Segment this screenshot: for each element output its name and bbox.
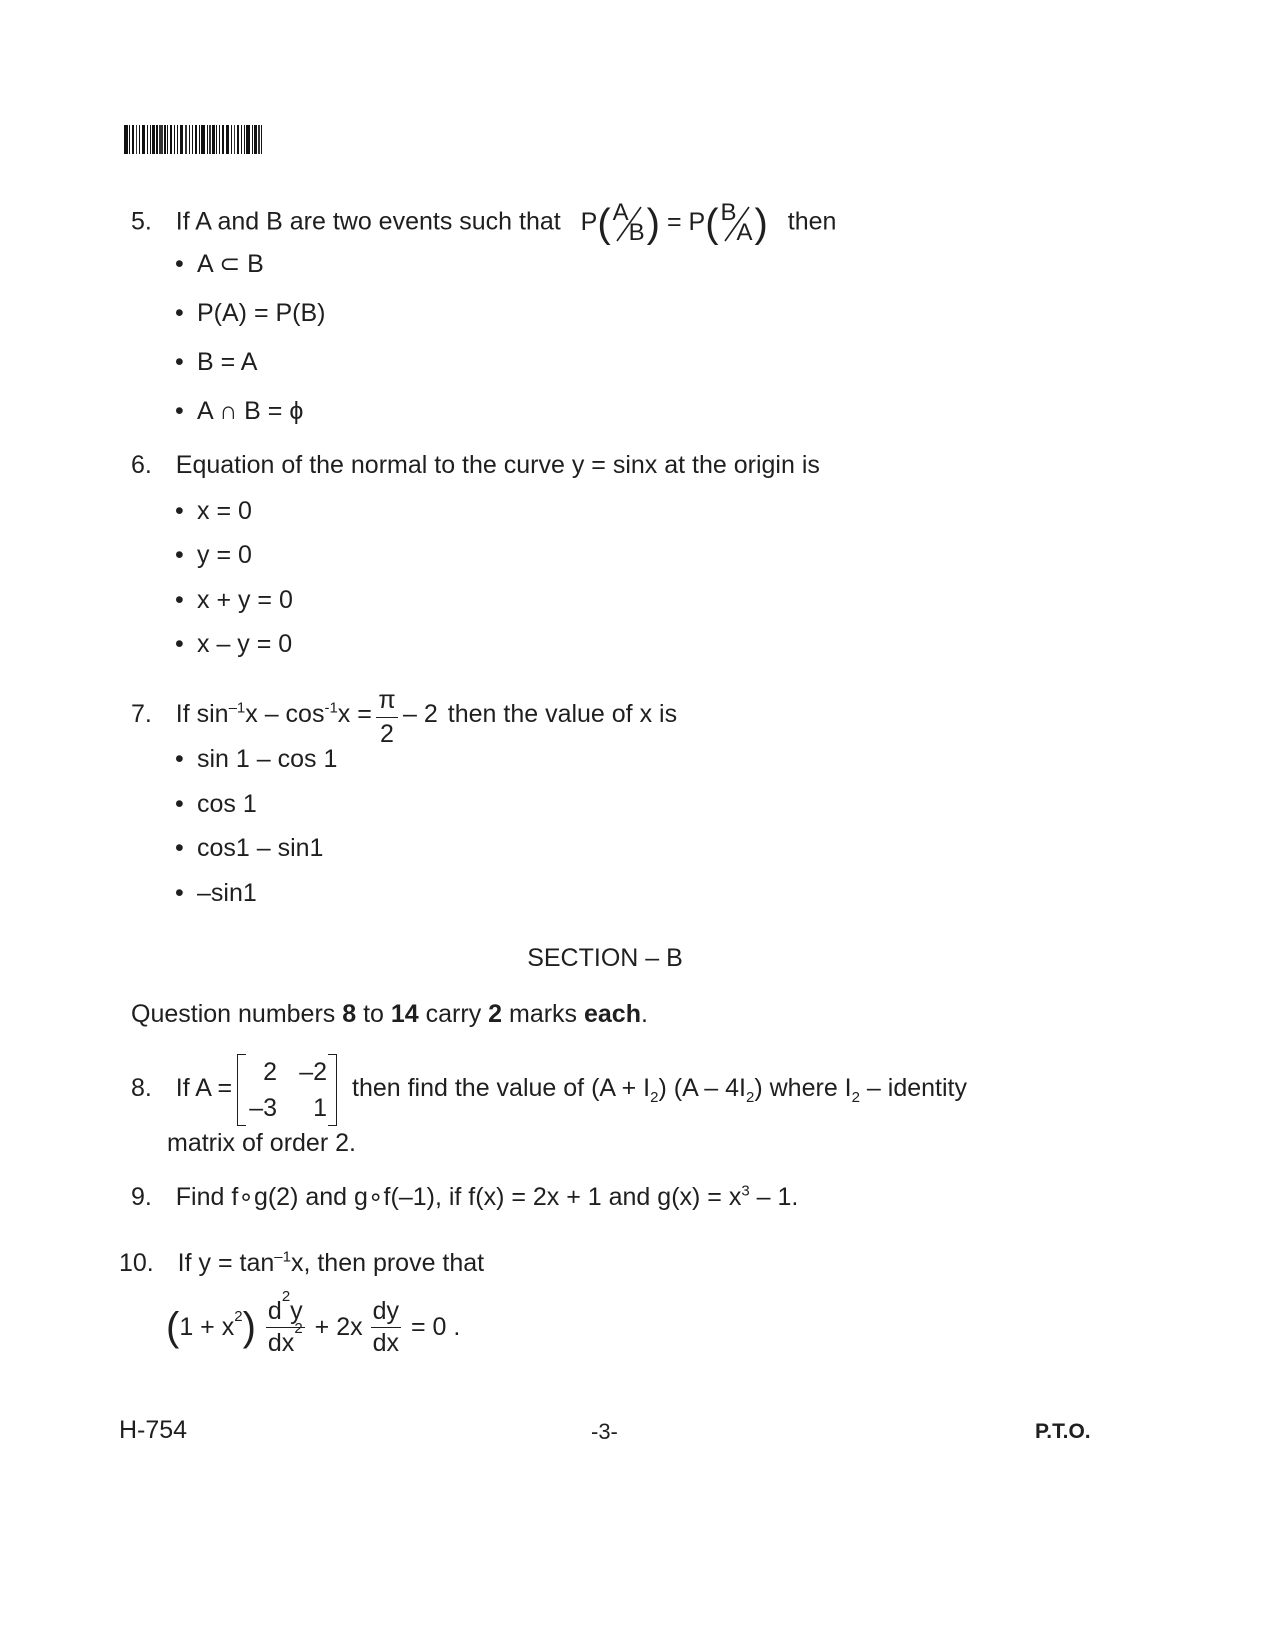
conditional-fraction: B A <box>720 199 753 246</box>
barcode-bar <box>142 125 146 154</box>
pi-over-2-fraction: π 2 <box>376 688 398 747</box>
probability-expression: P( A B ) = P( B A ) <box>580 199 768 246</box>
question-8-text: then find the value of $(A + I_2)$ $(A - 4I_2)$ where $I_2$ – identity <box>352 1074 967 1106</box>
section-title: SECTION – B <box>527 944 683 972</box>
barcode-bar <box>170 125 172 154</box>
page-number: -3- <box>591 1419 618 1444</box>
barcode-bar <box>139 125 140 154</box>
barcode-bar <box>152 125 154 154</box>
question-9: 9. Find f∘g(2) and g∘f(–1), if f(x) = 2x + 1 and $g(x) = x^3 - 1$. <box>131 1182 799 1211</box>
barcode-bar <box>244 125 245 154</box>
question-5: 5. If A and B are two events such that P( A B ) = P( B A ) then <box>131 199 837 246</box>
barcode-bar <box>207 125 208 154</box>
barcode-bar <box>189 125 190 154</box>
barcode-bar <box>164 125 165 154</box>
barcode-bar <box>231 125 232 154</box>
question-number: 8. <box>131 1074 152 1102</box>
option: • sin 1 – cos 1 <box>175 745 338 773</box>
conditional-fraction: A B <box>612 199 645 246</box>
option: • x = 0 <box>175 497 252 525</box>
barcode-bar <box>124 125 128 154</box>
barcode-bar <box>136 125 137 154</box>
barcode-bar <box>219 125 220 154</box>
barcode-bar <box>234 125 235 154</box>
barcode-bar <box>174 125 175 154</box>
option: • cos1 – sin1 <box>175 834 324 862</box>
option: • x – y = 0 <box>175 630 293 658</box>
option: • x + y = 0 <box>175 586 293 614</box>
question-10: 10. If $y = \tan^{-1}x$, then prove that <box>119 1248 485 1277</box>
barcode-bar <box>209 125 210 154</box>
question-8-line2: matrix of order 2. <box>167 1129 356 1157</box>
barcode-bar <box>261 125 262 154</box>
barcode-bar <box>222 125 224 154</box>
barcode-bar <box>216 125 217 154</box>
option: • A ∩ B = ϕ <box>175 397 304 425</box>
pto-note: P.T.O. <box>1035 1420 1091 1443</box>
differential-equation: ( 1 + x $^2$ ) $\frac{d^2y}{dx^2}$ + 2x $\frac{dy}{dx}$ = 0 . <box>166 1288 461 1357</box>
question-6 <box>131 453 820 478</box>
barcode-bar <box>132 125 134 154</box>
barcode-bar <box>167 125 168 154</box>
barcode-bar <box>252 125 253 154</box>
option: • A ⊂ B <box>175 250 264 278</box>
option: • cos 1 <box>175 790 257 818</box>
barcode-bar <box>246 125 250 154</box>
question-7-tail: – 2 then the value of x is <box>403 700 678 728</box>
section-instruction: Question numbers 8 to 14 carry 2 marks each. <box>131 1000 648 1028</box>
option: • B = A <box>175 348 258 376</box>
barcode-bar <box>159 125 163 154</box>
barcode-bar <box>185 125 187 154</box>
barcode-bar <box>237 125 239 154</box>
matrix-a: 2 –2 –3 1 <box>237 1054 337 1126</box>
barcode-bar <box>129 125 130 154</box>
barcode-bar <box>177 125 178 154</box>
question-number: 6. <box>131 451 152 479</box>
paper-code: H-754 <box>119 1416 188 1444</box>
barcode-bar <box>212 125 214 154</box>
barcode-bar <box>147 125 148 154</box>
barcode-bar <box>226 125 230 154</box>
barcode <box>124 125 264 154</box>
barcode-bar <box>195 125 197 154</box>
barcode-bar <box>150 125 151 154</box>
question-text: If A and B are two events such that <box>175 207 561 236</box>
barcode-bar <box>258 125 259 154</box>
barcode-bar <box>199 125 200 154</box>
option: • y = 0 <box>175 541 252 569</box>
question-number: 10. <box>119 1249 154 1277</box>
barcode-bar <box>254 125 256 154</box>
barcode-bar <box>180 125 184 154</box>
question-7: 7. If $\sin^{-1}x - \cos^{-1}x$ = <box>131 699 372 728</box>
barcode-bar <box>192 125 193 154</box>
option: • –sin1 <box>175 879 257 907</box>
question-8: 8. If A = <box>131 1074 233 1102</box>
barcode-bar <box>201 125 205 154</box>
question-number: 7. <box>131 700 152 728</box>
barcode-bar <box>241 125 242 154</box>
barcode-bar <box>156 125 157 154</box>
question-number: 5. <box>131 207 152 236</box>
question-text: Equation of the normal to the curve y = sinx at the origin is <box>175 451 820 479</box>
question-number: 9. <box>131 1183 152 1211</box>
option: • P(A) = P(B) <box>175 299 326 327</box>
